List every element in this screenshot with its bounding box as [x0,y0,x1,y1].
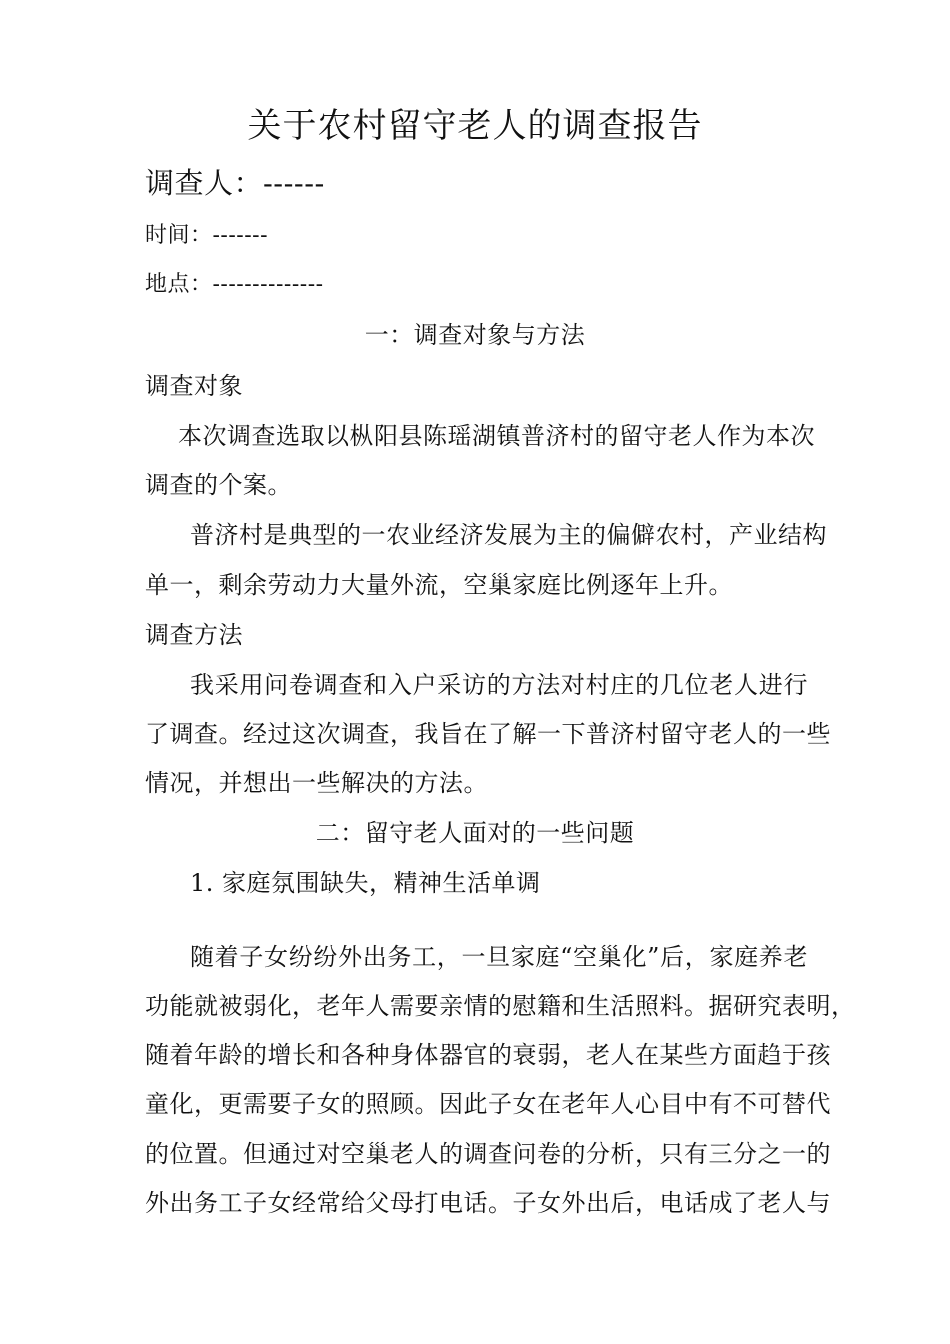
time-line: 时间：------- [145,223,269,248]
method-paragraph-line-3: 情况，并想出一些解决的方法。 [145,769,488,797]
investigator-line: 调查人：------ [145,166,325,200]
subject-paragraph-1-line-1: 本次调查选取以枞阳县陈瑶湖镇普济村的留守老人作为本次 [178,422,815,450]
method-paragraph-line-2: 了调查。经过这次调查，我旨在了解一下普济村留守老人的一些 [145,720,831,748]
subject-paragraph-2-line-2: 单一，剩余劳动力大量外流，空巢家庭比例逐年上升。 [145,571,733,599]
subject-paragraph-1-line-2: 调查的个案。 [145,471,292,499]
method-heading: 调查方法 [145,621,243,649]
section1-heading: 一：调查对象与方法 [364,321,586,349]
problem-paragraph-line-5: 的位置。但通过对空巢老人的调查问卷的分析，只有三分之一的 [145,1140,831,1168]
problem-paragraph-line-1: 随着子女纷纷外出务工，一旦家庭“空巢化”后，家庭养老 [190,943,808,971]
problem-paragraph-line-6: 外出务工子女经常给父母打电话。子女外出后，电话成了老人与 [145,1189,831,1217]
subject-heading: 调查对象 [145,372,243,400]
problem-item-1: 1. 家庭氛围缺失，精神生活单调 [190,869,541,897]
section2-heading: 二：留守老人面对的一些问题 [315,819,635,847]
location-line: 地点：-------------- [145,272,324,297]
subject-paragraph-2-line-1: 普济村是典型的一农业经济发展为主的偏僻农村，产业结构 [190,521,827,549]
problem-paragraph-line-4: 童化，更需要子女的照顾。因此子女在老年人心目中有不可替代 [145,1090,831,1118]
document-title: 关于农村留守老人的调查报告 [247,106,703,146]
method-paragraph-line-1: 我采用问卷调查和入户采访的方法对村庄的几位老人进行 [190,671,808,699]
problem-paragraph-line-2: 功能就被弱化，老年人需要亲情的慰籍和生活照料。据研究表明， [145,992,856,1020]
problem-paragraph-line-3: 随着年龄的增长和各种身体器官的衰弱，老人在某些方面趋于孩 [145,1041,831,1069]
